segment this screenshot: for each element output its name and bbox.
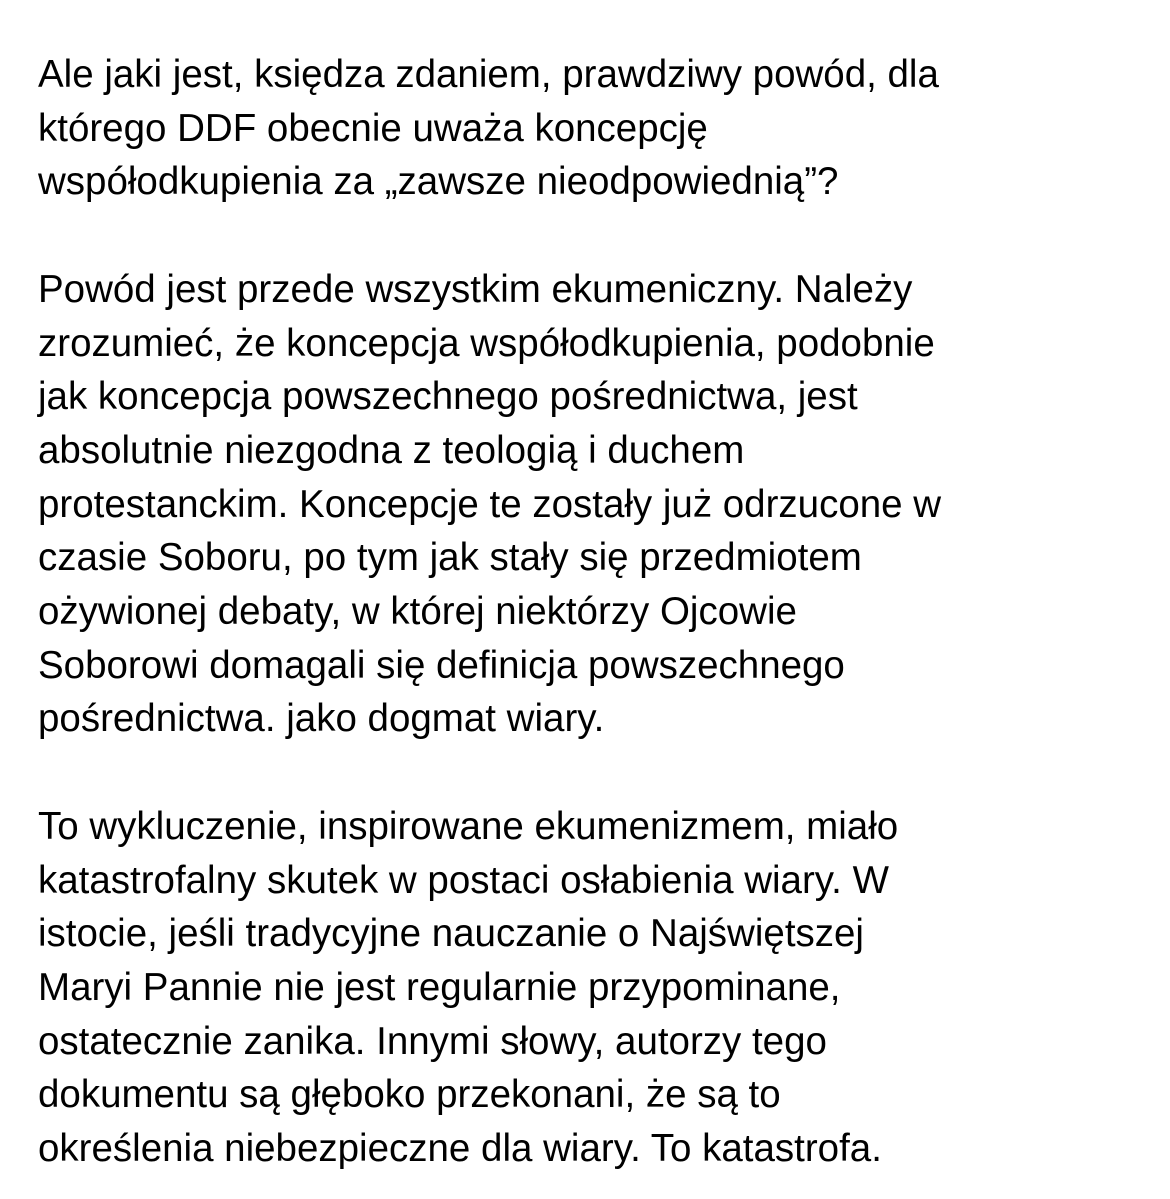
text-line: określenia niebezpieczne dla wiary. To katastrofa. xyxy=(38,1127,882,1171)
text-line: jak koncepcja powszechnego pośrednictwa, jest xyxy=(38,375,858,419)
text-line: katastrofalny skutek w postaci osłabienia wiary. W xyxy=(38,858,889,902)
text-line: zrozumieć, że koncepcja współodkupienia, podobnie xyxy=(38,321,935,365)
text-line: którego DDF obecnie uważa koncepcję xyxy=(38,106,708,150)
text-line: protestanckim. Koncepcje te zostały już odrzucone w xyxy=(38,482,942,526)
text-line: Maryi Pannie nie jest regularnie przypominane, xyxy=(38,965,841,1009)
text-line: istocie, jeśli tradycyjne nauczanie o Najświętszej xyxy=(38,912,864,956)
text-line: Soborowi domagali się definicja powszechnego xyxy=(38,643,845,687)
article-text xyxy=(38,48,1148,1176)
text-line: ostatecznie zanika. Innymi słowy, autorzy tego xyxy=(38,1019,827,1063)
text-line: Ale jaki jest, księdza zdaniem, prawdziwy powód, dla xyxy=(38,53,939,96)
paragraph-conclusion xyxy=(38,800,1148,1176)
paragraph-answer xyxy=(38,263,1148,746)
text-line: ożywionej debaty, w której niektórzy Ojcowie xyxy=(38,590,797,634)
text-line: czasie Soboru, po tym jak stały się przedmiotem xyxy=(38,536,862,580)
paragraph-spacer xyxy=(38,209,1148,263)
text-line: Powód jest przede wszystkim ekumeniczny. Należy xyxy=(38,267,913,311)
text-line: pośrednictwa. jako dogmat wiary. xyxy=(38,697,605,741)
text-line: dokumentu są głęboko przekonani, że są to xyxy=(38,1073,781,1117)
paragraph-question xyxy=(38,48,1148,209)
text-line: współodkupienia za „zawsze nieodpowiednią”? xyxy=(38,160,839,204)
text-line: absolutnie niezgodna z teologią i duchem xyxy=(38,428,745,472)
paragraph-spacer xyxy=(38,746,1148,800)
text-line: To wykluczenie, inspirowane ekumenizmem, miało xyxy=(38,804,899,848)
